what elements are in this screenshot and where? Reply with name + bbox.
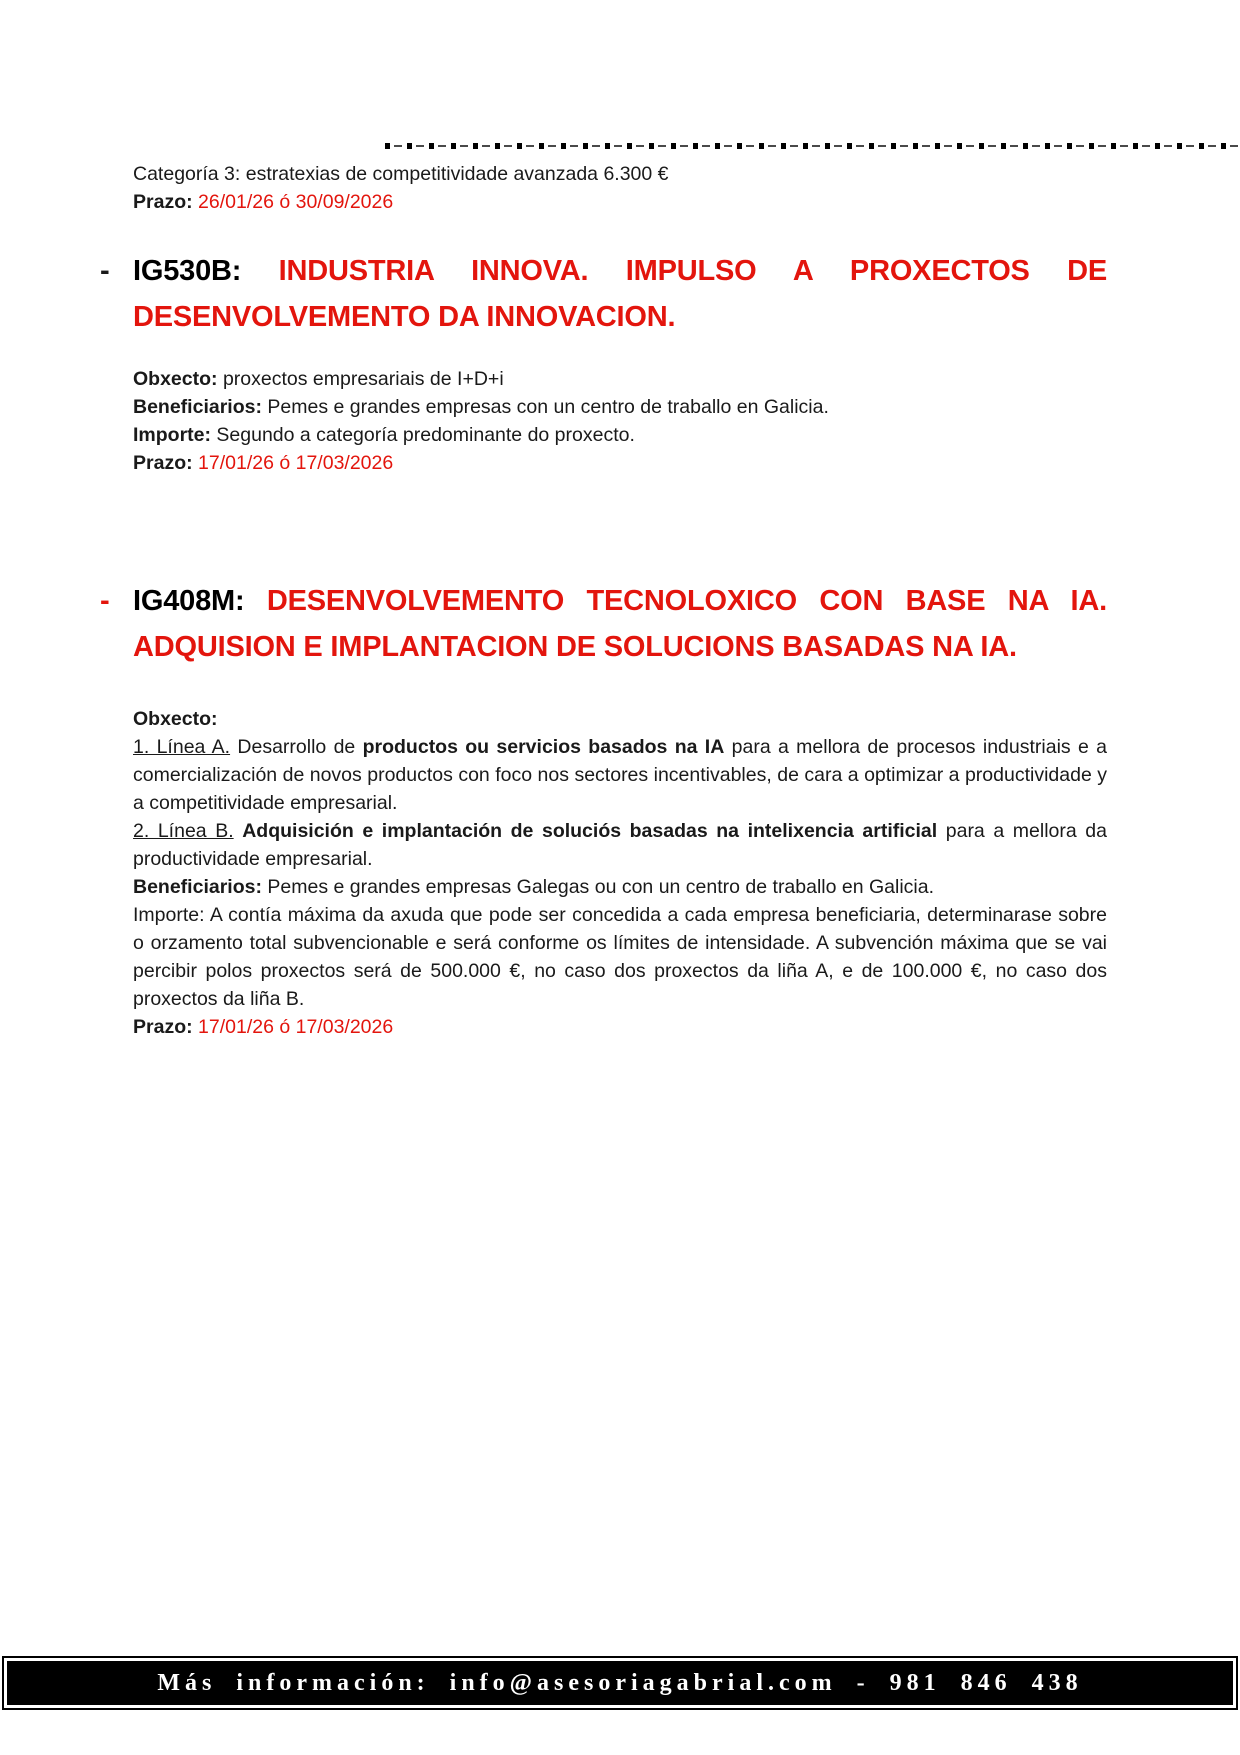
beneficiarios-label: Beneficiarios: [133, 876, 262, 898]
program-code: IG530B: [133, 255, 242, 287]
section-body-ig408m [133, 705, 1107, 1041]
linea-a-bold: productos ou servicios basados na IA [362, 736, 725, 758]
prazo-value: 17/01/26 ó 17/03/2026 [198, 1016, 394, 1038]
linea-b-paragraph [133, 817, 1107, 873]
linea-a-pre: Desarrollo de [237, 736, 356, 758]
linea-a-paragraph [133, 733, 1107, 817]
section-heading-ig408m [100, 578, 1108, 670]
footer-contact-text: Más información: info@asesoriagabrial.com - 981 846 438 [157, 1669, 1083, 1696]
linea-a-rest: para a mellora de procesos industriais e a comercialización de novos productos con foco nos sectores incentivables, de cara a optimizar a productividade y a competitividade empresarial. [133, 736, 1108, 814]
heading-line-1 [133, 248, 1107, 294]
section-body-ig530b [133, 365, 1107, 477]
program-title: INDUSTRIA INNOVA. IMPULSO A PROXECTOS DE [278, 255, 1108, 287]
field-obxecto [133, 365, 1107, 393]
bullet-dash: - [100, 255, 110, 287]
program-title: DESENVOLVEMENTO TECNOLOXICO CON BASE NA IA. [266, 585, 1108, 617]
field-beneficiarios [133, 873, 1107, 901]
heading-line-1 [133, 578, 1107, 624]
prazo-label: Prazo: [133, 191, 193, 213]
prazo-value: 17/01/26 ó 17/03/2026 [198, 452, 394, 474]
importe-paragraph: Importe: A contía máxima da axuda que pode ser concedida a cada empresa beneficiaria, determinarase sobre o orzamento total subvencionable e será conforme os límites de intensidade. A subvención máxima que se vai percibir polos proxectos será de 500.000 €, no caso dos proxectos da liña A, e de 100.000 €, no caso dos proxectos da liña B. [133, 904, 1107, 1010]
field-prazo [133, 449, 1107, 477]
linea-b-rest: para a mellora da productividade empresarial. [133, 820, 1107, 870]
intro-block [133, 160, 1107, 216]
obxecto-label: Obxecto: [133, 368, 218, 390]
obxecto-value: proxectos empresariais de I+D+i [222, 368, 504, 390]
prazo-label: Prazo: [133, 452, 193, 474]
linea-b-bold: Adquisición e implantación de soluciós basadas na intelixencia artificial [242, 820, 938, 842]
field-prazo [133, 1013, 1107, 1041]
footer-bar-frame [2, 1656, 1238, 1710]
prazo-value: 26/01/26 ó 30/09/2026 [198, 191, 394, 213]
field-obxecto [133, 705, 1107, 733]
importe-label: Importe: [133, 424, 211, 446]
linea-a-marker: 1. Línea A. [133, 736, 231, 758]
beneficiarios-value: Pemes e grandes empresas Galegas ou con un centro de traballo en Galicia. [267, 876, 935, 898]
beneficiarios-label: Beneficiarios: [133, 396, 262, 418]
category-line [133, 160, 1107, 188]
prazo-label: Prazo: [133, 1016, 193, 1038]
section-heading-ig530b [100, 248, 1108, 340]
dash-dot-divider-line [385, 141, 1240, 151]
category-text: Categoría 3: estratexias de competitividade avanzada 6.300 € [133, 163, 669, 185]
heading-line-2: DESENVOLVEMENTO DA INNOVACION. [133, 301, 676, 333]
field-beneficiarios [133, 393, 1107, 421]
heading-line-2: ADQUISION E IMPLANTACION DE SOLUCIONS BASADAS NA IA. [133, 631, 1017, 663]
footer-bar [7, 1661, 1233, 1705]
linea-b-marker: 2. Línea B. [133, 820, 234, 842]
importe-value: Segundo a categoría predominante do proxecto. [216, 424, 635, 446]
program-code: IG408M: [133, 585, 245, 617]
obxecto-label: Obxecto: [133, 708, 218, 730]
dash-dot-divider [385, 138, 1240, 148]
field-importe [133, 421, 1107, 449]
intro-prazo-line [133, 188, 1107, 216]
beneficiarios-value: Pemes e grandes empresas con un centro de traballo en Galicia. [267, 396, 829, 418]
bullet-dash: - [100, 585, 110, 617]
